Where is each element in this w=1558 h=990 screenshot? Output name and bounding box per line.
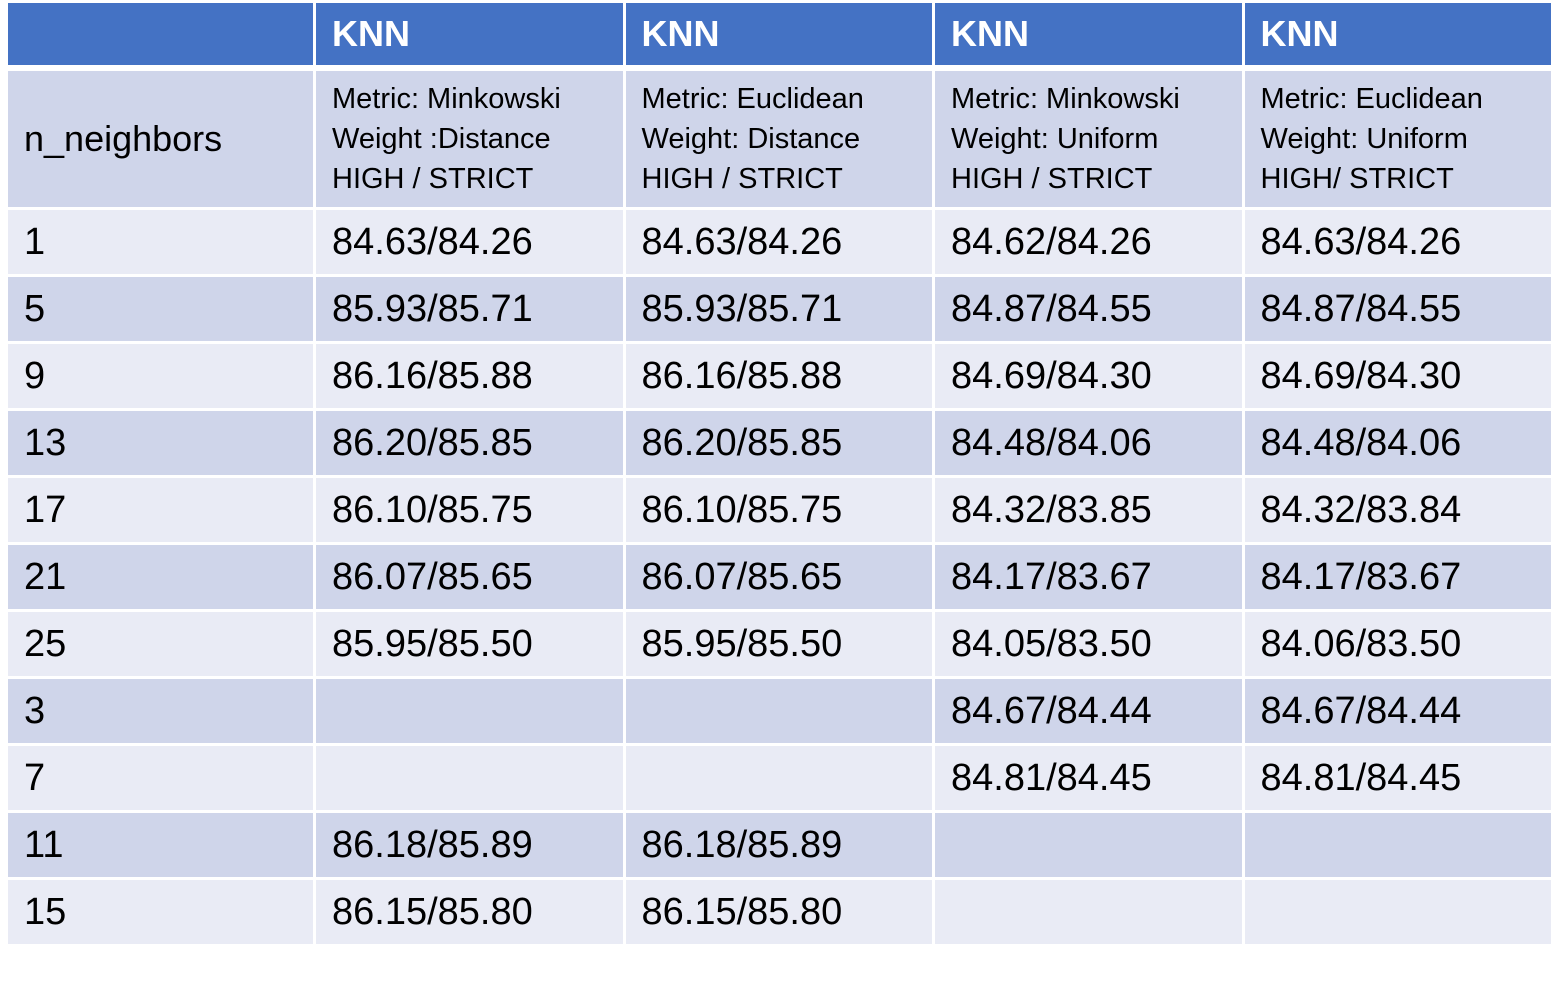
score-cell: 84.05/83.50 bbox=[934, 611, 1244, 678]
score-cell: 86.20/85.85 bbox=[624, 410, 934, 477]
header-cell-knn: KNN bbox=[624, 2, 934, 69]
n-neighbors-cell: 5 bbox=[7, 276, 315, 343]
score-cell: 86.15/85.80 bbox=[315, 879, 625, 946]
config-weight: Weight: Uniform bbox=[1260, 123, 1468, 155]
score-cell: 86.16/85.88 bbox=[624, 343, 934, 410]
header-cell-knn: KNN bbox=[934, 2, 1244, 69]
table-row bbox=[7, 678, 1553, 745]
score-cell: 84.48/84.06 bbox=[1243, 410, 1553, 477]
score-cell: 84.81/84.45 bbox=[934, 745, 1244, 812]
n-neighbors-cell: 21 bbox=[7, 544, 315, 611]
n-neighbors-cell: 15 bbox=[7, 879, 315, 946]
n-neighbors-cell: 25 bbox=[7, 611, 315, 678]
config-weight: Weight: Distance bbox=[641, 123, 861, 155]
score-cell: 84.81/84.45 bbox=[1243, 745, 1553, 812]
score-cell: 86.10/85.75 bbox=[624, 477, 934, 544]
header-cell-knn: KNN bbox=[315, 2, 625, 69]
n-neighbors-label-cell bbox=[7, 68, 315, 209]
header-cell-knn: KNN bbox=[1243, 2, 1553, 69]
score-cell: 85.95/85.50 bbox=[315, 611, 625, 678]
score-cell bbox=[315, 678, 625, 745]
table-row bbox=[7, 812, 1553, 879]
config-metric: Metric: Euclidean bbox=[641, 83, 864, 115]
table-row bbox=[7, 343, 1553, 410]
score-cell: 86.20/85.85 bbox=[315, 410, 625, 477]
score-cell bbox=[624, 745, 934, 812]
knn-results-table bbox=[5, 0, 1554, 947]
table-row bbox=[7, 879, 1553, 946]
score-cell: 84.62/84.26 bbox=[934, 209, 1244, 276]
config-metric: Metric: Minkowski bbox=[951, 83, 1180, 115]
score-cell: 86.15/85.80 bbox=[624, 879, 934, 946]
config-mode: HIGH/ STRICT bbox=[1260, 163, 1454, 195]
n-neighbors-label: n_neighbors bbox=[24, 118, 223, 159]
config-cell bbox=[624, 68, 934, 209]
config-cell bbox=[315, 68, 625, 209]
score-cell: 86.18/85.89 bbox=[315, 812, 625, 879]
header-cell-corner bbox=[7, 2, 315, 69]
n-neighbors-cell: 7 bbox=[7, 745, 315, 812]
config-weight: Weight: Uniform bbox=[951, 123, 1159, 155]
n-neighbors-cell: 17 bbox=[7, 477, 315, 544]
config-cell bbox=[1243, 68, 1553, 209]
config-mode: HIGH / STRICT bbox=[951, 163, 1153, 195]
config-cell bbox=[934, 68, 1244, 209]
score-cell: 84.63/84.26 bbox=[624, 209, 934, 276]
score-cell: 84.48/84.06 bbox=[934, 410, 1244, 477]
score-cell: 84.87/84.55 bbox=[934, 276, 1244, 343]
score-cell bbox=[934, 812, 1244, 879]
score-cell: 85.95/85.50 bbox=[624, 611, 934, 678]
config-row bbox=[7, 68, 1553, 209]
table-row bbox=[7, 477, 1553, 544]
score-cell: 84.63/84.26 bbox=[1243, 209, 1553, 276]
table-row bbox=[7, 276, 1553, 343]
n-neighbors-cell: 1 bbox=[7, 209, 315, 276]
score-cell: 85.93/85.71 bbox=[315, 276, 625, 343]
score-cell bbox=[1243, 879, 1553, 946]
score-cell: 86.10/85.75 bbox=[315, 477, 625, 544]
table-row bbox=[7, 410, 1553, 477]
n-neighbors-cell: 3 bbox=[7, 678, 315, 745]
config-mode: HIGH / STRICT bbox=[641, 163, 843, 195]
score-cell: 84.06/83.50 bbox=[1243, 611, 1553, 678]
score-cell: 84.67/84.44 bbox=[934, 678, 1244, 745]
score-cell: 84.87/84.55 bbox=[1243, 276, 1553, 343]
score-cell: 84.17/83.67 bbox=[1243, 544, 1553, 611]
score-cell: 86.07/85.65 bbox=[624, 544, 934, 611]
config-mode: HIGH / STRICT bbox=[332, 163, 534, 195]
score-cell: 84.32/83.84 bbox=[1243, 477, 1553, 544]
score-cell bbox=[934, 879, 1244, 946]
table-row bbox=[7, 611, 1553, 678]
score-cell bbox=[624, 678, 934, 745]
score-cell: 84.32/83.85 bbox=[934, 477, 1244, 544]
n-neighbors-cell: 9 bbox=[7, 343, 315, 410]
config-weight: Weight :Distance bbox=[332, 123, 551, 155]
table-row bbox=[7, 745, 1553, 812]
score-cell: 84.69/84.30 bbox=[1243, 343, 1553, 410]
score-cell: 84.67/84.44 bbox=[1243, 678, 1553, 745]
table-header bbox=[7, 2, 1553, 69]
score-cell bbox=[1243, 812, 1553, 879]
score-cell: 85.93/85.71 bbox=[624, 276, 934, 343]
score-cell: 84.63/84.26 bbox=[315, 209, 625, 276]
table-row bbox=[7, 209, 1553, 276]
score-cell: 86.18/85.89 bbox=[624, 812, 934, 879]
header-row bbox=[7, 2, 1553, 69]
config-metric: Metric: Euclidean bbox=[1260, 83, 1483, 115]
score-cell: 86.07/85.65 bbox=[315, 544, 625, 611]
score-cell: 84.17/83.67 bbox=[934, 544, 1244, 611]
score-cell: 84.69/84.30 bbox=[934, 343, 1244, 410]
score-cell: 86.16/85.88 bbox=[315, 343, 625, 410]
score-cell bbox=[315, 745, 625, 812]
config-metric: Metric: Minkowski bbox=[332, 83, 561, 115]
n-neighbors-cell: 13 bbox=[7, 410, 315, 477]
n-neighbors-cell: 11 bbox=[7, 812, 315, 879]
table-row bbox=[7, 544, 1553, 611]
